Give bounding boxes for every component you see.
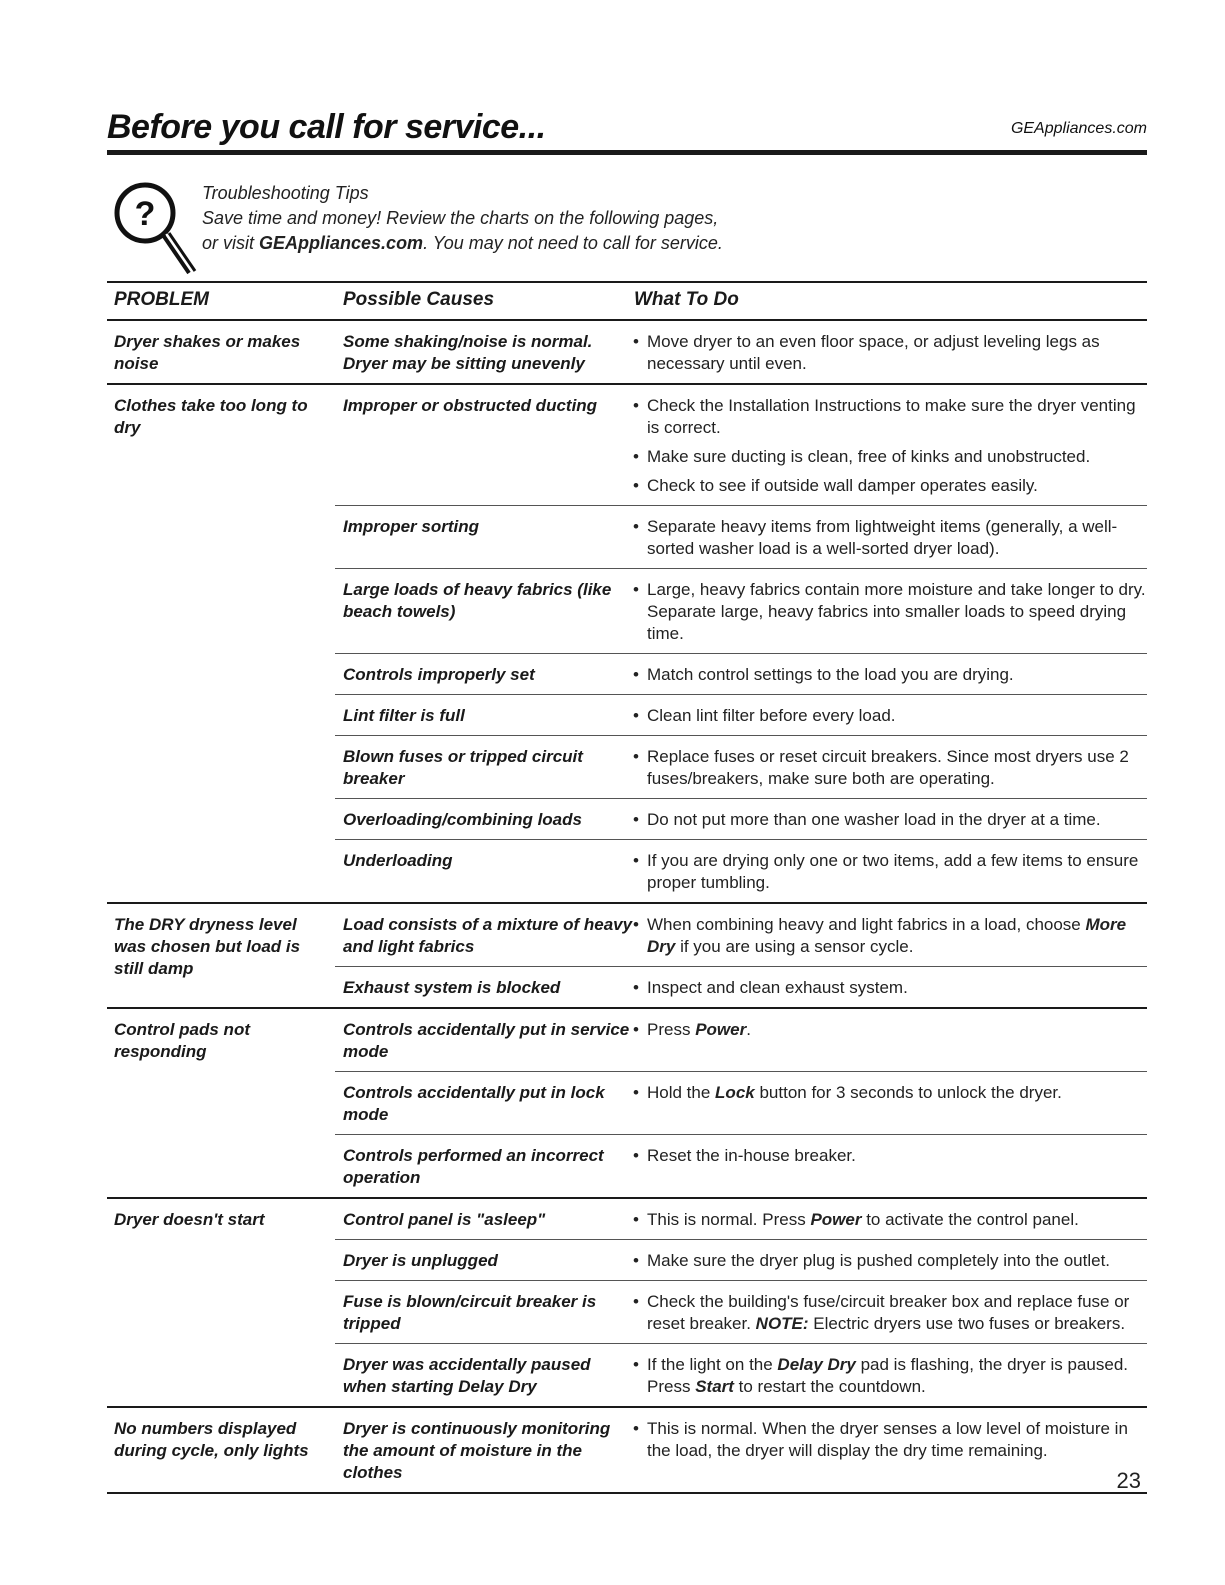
todo-item: • Hold the Lock button for 3 seconds to unlock the dryer. bbox=[633, 1082, 1147, 1104]
problem-group bbox=[107, 321, 1147, 385]
todo-item: • Large, heavy fabrics contain more moisture and take longer to dry. Separate large, heavy fabrics into smaller loads to speed drying time. bbox=[633, 579, 1147, 645]
todo-item: • Check the building's fuse/circuit breaker box and replace fuse or reset breaker. NOTE: Electric dryers use two fuses or breakers. bbox=[633, 1291, 1147, 1335]
tips-text bbox=[202, 181, 723, 256]
table-row bbox=[335, 1135, 1147, 1197]
what-to-do bbox=[633, 1418, 1147, 1484]
what-to-do bbox=[633, 977, 1147, 999]
table-row bbox=[335, 967, 1147, 1007]
possible-cause: Some shaking/noise is normal. Dryer may be sitting unevenly bbox=[343, 332, 593, 373]
what-to-do bbox=[633, 395, 1147, 497]
table-row bbox=[335, 1009, 1147, 1072]
cause-rows bbox=[335, 904, 1147, 1007]
problem-label: Clothes take too long to dry bbox=[114, 396, 308, 437]
column-problem: PROBLEM bbox=[114, 289, 209, 310]
troubleshooting-table bbox=[107, 321, 1147, 1494]
what-to-do bbox=[633, 850, 1147, 894]
possible-cause: Controls performed an incorrect operation bbox=[343, 1146, 604, 1187]
tips-site-link[interactable]: GEAppliances.com bbox=[259, 233, 424, 253]
todo-item: • Make sure the dryer plug is pushed completely into the outlet. bbox=[633, 1250, 1147, 1272]
table-row bbox=[335, 799, 1147, 840]
problem-group bbox=[107, 1009, 1147, 1199]
svg-text:?: ? bbox=[134, 195, 156, 233]
table-row bbox=[335, 1281, 1147, 1344]
todo-item: • When combining heavy and light fabrics in a load, choose More Dry if you are using a sensor cycle. bbox=[633, 914, 1147, 958]
page-title: Before you call for service... bbox=[107, 108, 546, 146]
troubleshooting-tips bbox=[107, 155, 1147, 281]
todo-item: • Clean lint filter before every load. bbox=[633, 705, 1147, 727]
what-to-do bbox=[633, 664, 1147, 686]
table-row bbox=[335, 736, 1147, 799]
possible-cause: Blown fuses or tripped circuit breaker bbox=[343, 747, 583, 788]
what-to-do bbox=[633, 746, 1147, 790]
question-magnifier-icon bbox=[105, 173, 215, 283]
problem-label: Dryer shakes or makes noise bbox=[114, 332, 301, 373]
problem-label: Control pads not responding bbox=[114, 1020, 250, 1061]
todo-item: • If the light on the Delay Dry pad is flashing, the dryer is paused. Press Start to restart the countdown. bbox=[633, 1354, 1147, 1398]
possible-cause: Controls accidentally put in lock mode bbox=[343, 1083, 605, 1124]
tips-line2-pre: or visit bbox=[202, 233, 260, 253]
what-to-do bbox=[633, 1291, 1147, 1335]
what-to-do bbox=[633, 1354, 1147, 1398]
table-row bbox=[335, 569, 1147, 654]
problem-label: Dryer doesn't start bbox=[114, 1210, 265, 1229]
site-url: GEAppliances.com bbox=[1010, 120, 1147, 137]
todo-item: • Replace fuses or reset circuit breakers. Since most dryers use 2 fuses/breakers, make sure both are operating. bbox=[633, 746, 1147, 790]
cause-rows bbox=[335, 1009, 1147, 1197]
possible-cause: Lint filter is full bbox=[343, 706, 465, 725]
todo-item: • This is normal. When the dryer senses a low level of moisture in the load, the dryer will display the dry time remaining. bbox=[633, 1418, 1147, 1462]
possible-cause: Dryer is continuously monitoring the amount of moisture in the clothes bbox=[343, 1419, 611, 1482]
todo-item: • If you are drying only one or two items, add a few items to ensure proper tumbling. bbox=[633, 850, 1147, 894]
what-to-do bbox=[633, 331, 1147, 375]
possible-cause: Load consists of a mixture of heavy and light fabrics bbox=[343, 915, 633, 956]
todo-item: • Check the Installation Instructions to make sure the dryer venting is correct. bbox=[633, 395, 1147, 439]
tips-heading: Troubleshooting Tips bbox=[202, 183, 369, 203]
column-causes: Possible Causes bbox=[343, 289, 495, 310]
header bbox=[107, 100, 1147, 150]
todo-item: • Move dryer to an even floor space, or adjust leveling legs as necessary until even. bbox=[633, 331, 1147, 375]
possible-cause: Controls improperly set bbox=[343, 665, 535, 684]
todo-item: • Reset the in-house breaker. bbox=[633, 1145, 1147, 1167]
possible-cause: Control panel is "asleep" bbox=[343, 1210, 546, 1229]
todo-item: • Inspect and clean exhaust system. bbox=[633, 977, 1147, 999]
possible-cause: Dryer is unplugged bbox=[343, 1251, 498, 1270]
what-to-do bbox=[633, 914, 1147, 958]
what-to-do bbox=[633, 1145, 1147, 1189]
todo-item: • Match control settings to the load you are drying. bbox=[633, 664, 1147, 686]
todo-item: • Do not put more than one washer load in the dryer at a time. bbox=[633, 809, 1147, 831]
todo-item: • Make sure ducting is clean, free of kinks and unobstructed. bbox=[633, 446, 1147, 468]
todo-item: • Press Power. bbox=[633, 1019, 1147, 1041]
possible-cause: Dryer was accidentally paused when starting Delay Dry bbox=[343, 1355, 591, 1396]
table-header bbox=[107, 281, 1147, 321]
possible-cause: Underloading bbox=[343, 851, 453, 870]
problem-group bbox=[107, 385, 1147, 904]
what-to-do bbox=[633, 809, 1147, 831]
table-row bbox=[335, 1408, 1147, 1492]
what-to-do bbox=[633, 1082, 1147, 1126]
table-row bbox=[335, 654, 1147, 695]
table-row bbox=[335, 1199, 1147, 1240]
problem-label: No numbers displayed during cycle, only lights bbox=[114, 1419, 309, 1460]
table-row bbox=[335, 695, 1147, 736]
tips-line1: Save time and money! Review the charts on the following pages, bbox=[202, 208, 719, 228]
possible-cause: Controls accidentally put in service mode bbox=[343, 1020, 630, 1061]
what-to-do bbox=[633, 579, 1147, 645]
what-to-do bbox=[633, 516, 1147, 560]
possible-cause: Improper sorting bbox=[343, 517, 480, 536]
page bbox=[107, 100, 1147, 1494]
possible-cause: Exhaust system is blocked bbox=[343, 978, 561, 997]
tips-line2 bbox=[202, 231, 723, 256]
table-row bbox=[335, 385, 1147, 506]
todo-item: • Check to see if outside wall damper operates easily. bbox=[633, 475, 1147, 497]
cause-rows bbox=[335, 1199, 1147, 1406]
tips-line2-post: . You may not need to call for service. bbox=[423, 233, 723, 253]
todo-item: • This is normal. Press Power to activate the control panel. bbox=[633, 1209, 1147, 1231]
what-to-do bbox=[633, 705, 1147, 727]
table-row bbox=[335, 1240, 1147, 1281]
possible-cause: Improper or obstructed ducting bbox=[343, 396, 598, 415]
cause-rows bbox=[335, 321, 1147, 383]
page-number: 23 bbox=[1116, 1468, 1141, 1493]
table-row bbox=[335, 321, 1147, 383]
problem-label: The DRY dryness level was chosen but load is still damp bbox=[114, 915, 301, 978]
problem-group bbox=[107, 1199, 1147, 1408]
cause-rows bbox=[335, 1408, 1147, 1492]
table-row bbox=[335, 1344, 1147, 1406]
possible-cause: Large loads of heavy fabrics (like beach towels) bbox=[343, 580, 612, 621]
cause-rows bbox=[335, 385, 1147, 902]
table-row bbox=[335, 506, 1147, 569]
what-to-do bbox=[633, 1250, 1147, 1272]
table-row bbox=[335, 1072, 1147, 1135]
what-to-do bbox=[633, 1019, 1147, 1063]
problem-group bbox=[107, 1408, 1147, 1494]
what-to-do bbox=[633, 1209, 1147, 1231]
problem-group bbox=[107, 904, 1147, 1009]
possible-cause: Fuse is blown/circuit breaker is tripped bbox=[343, 1292, 597, 1333]
table-row bbox=[335, 904, 1147, 967]
todo-item: • Separate heavy items from lightweight items (generally, a well-sorted washer load is a well-sorted dryer load). bbox=[633, 516, 1147, 560]
column-todo: What To Do bbox=[634, 289, 739, 310]
table-row bbox=[335, 840, 1147, 902]
possible-cause: Overloading/combining loads bbox=[343, 810, 582, 829]
